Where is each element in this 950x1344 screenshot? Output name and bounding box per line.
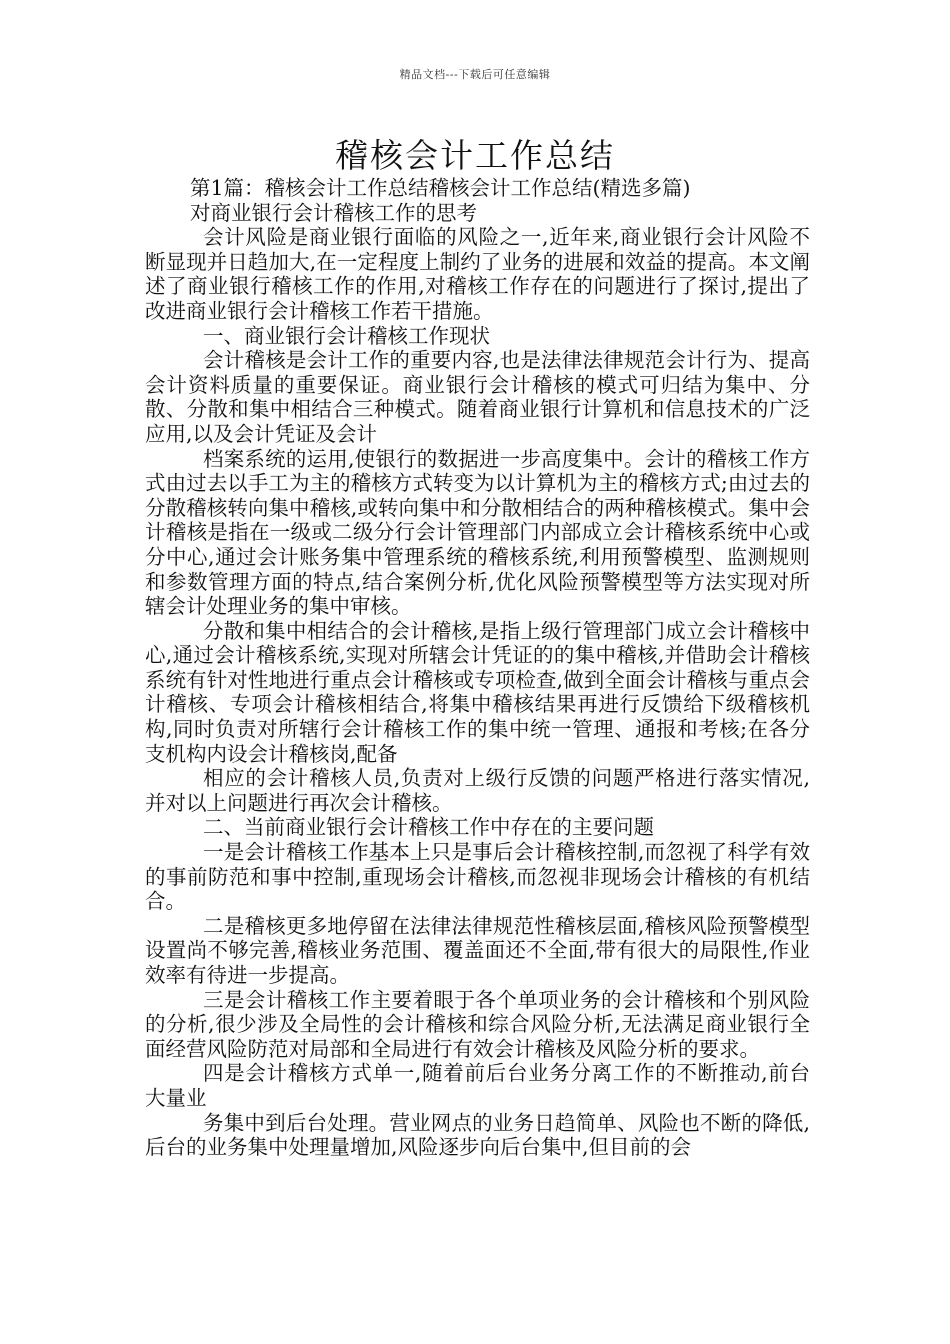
document-body [145, 176, 810, 1160]
paragraph: 务集中到后台处理。营业网点的业务日趋简单、风险也不断的降低,后台的业务集中处理量增加,风险逐步向后台集中,但目前的会 [145, 1110, 810, 1160]
paragraph: 分散和集中相结合的会计稽核,是指上级行管理部门成立会计稽核中心,通过会计稽核系统,实现对所辖会计凭证的的集中稽核,并借助会计稽核系统有针对性地进行重点会计稽核或专项检查,做到全面会计稽核与重点会计稽核、专项会计稽核相结合,将集中稽核结果再进行反馈给下级稽核机构,同时负责对所辖行会计稽核工作的集中统一管理、通报和考核;在各分支机构内设会计稽核岗,配备 [145, 618, 810, 766]
article-title: 对商业银行会计稽核工作的思考 [190, 200, 477, 225]
paragraph: 档案系统的运用,使银行的数据进一步高度集中。会计的稽核工作方式由过去以手工为主的稽核方式转变为以计算机为主的稽核方式;由过去的分散稽核转向集中稽核,或转向集中和分散相结合的两种稽核模式。集中会计稽核是指在一级或二级分行会计管理部门内部成立会计稽核系统中心或分中心,通过会计账务集中管理系统的稽核系统,利用预警模型、监测规则和参数管理方面的特点,结合案例分析,优化风险预警模型等方法实现对所辖会计处理业务的集中审核。 [145, 446, 810, 619]
paragraph: 二是稽核更多地停留在法律法律规范性稽核层面,稽核风险预警模型设置尚不够完善,稽核业务范围、覆盖面还不全面,带有很大的局限性,作业效率有待进一步提高。 [145, 913, 810, 987]
subtitle: 第1篇：稽核会计工作总结稽核会计工作总结(精选多篇) [190, 176, 691, 200]
header-note: 精品文档---下载后可任意编辑 [399, 68, 551, 81]
paragraph: 会计稽核是会计工作的重要内容,也是法律法律规范会计行为、提高会计资料质量的重要保证。商业银行会计稽核的模式可归结为集中、分散、分散和集中相结合三种模式。随着商业银行计算机和信息技术的广泛应用,以及会计凭证及会计 [145, 348, 810, 446]
paragraph: 会计风险是商业银行面临的风险之一,近年来,商业银行会计风险不断显现并日趋加大,在一定程度上制约了业务的进展和效益的提高。本文阐述了商业银行稽核工作的作用,对稽核工作存在的问题进行了探讨,提出了改进商业银行会计稽核工作若干措施。 [145, 225, 810, 323]
section-heading: 一、商业银行会计稽核工作现状 [203, 323, 490, 348]
paragraph: 三是会计稽核工作主要着眼于各个单项业务的会计稽核和个别风险的分析,很少涉及全局性的会计稽核和综合风险分析,无法满足商业银行全面经营风险防范对局部和全局进行有效会计稽核及风险分析的要求。 [145, 987, 810, 1061]
paragraph: 相应的会计稽核人员,负责对上级行反馈的问题严格进行落实情况,并对以上问题进行再次会计稽核。 [145, 766, 810, 815]
paragraph: 四是会计稽核方式单一,随着前后台业务分离工作的不断推动,前台大量业 [145, 1061, 810, 1110]
paragraph: 一是会计稽核工作基本上只是事后会计稽核控制,而忽视了科学有效的事前防范和事中控制,重现场会计稽核,而忽视非现场会计稽核的有机结合。 [145, 840, 810, 914]
document-title: 稽核会计工作总结 [335, 136, 615, 175]
section-heading: 二、当前商业银行会计稽核工作中存在的主要问题 [203, 815, 654, 840]
